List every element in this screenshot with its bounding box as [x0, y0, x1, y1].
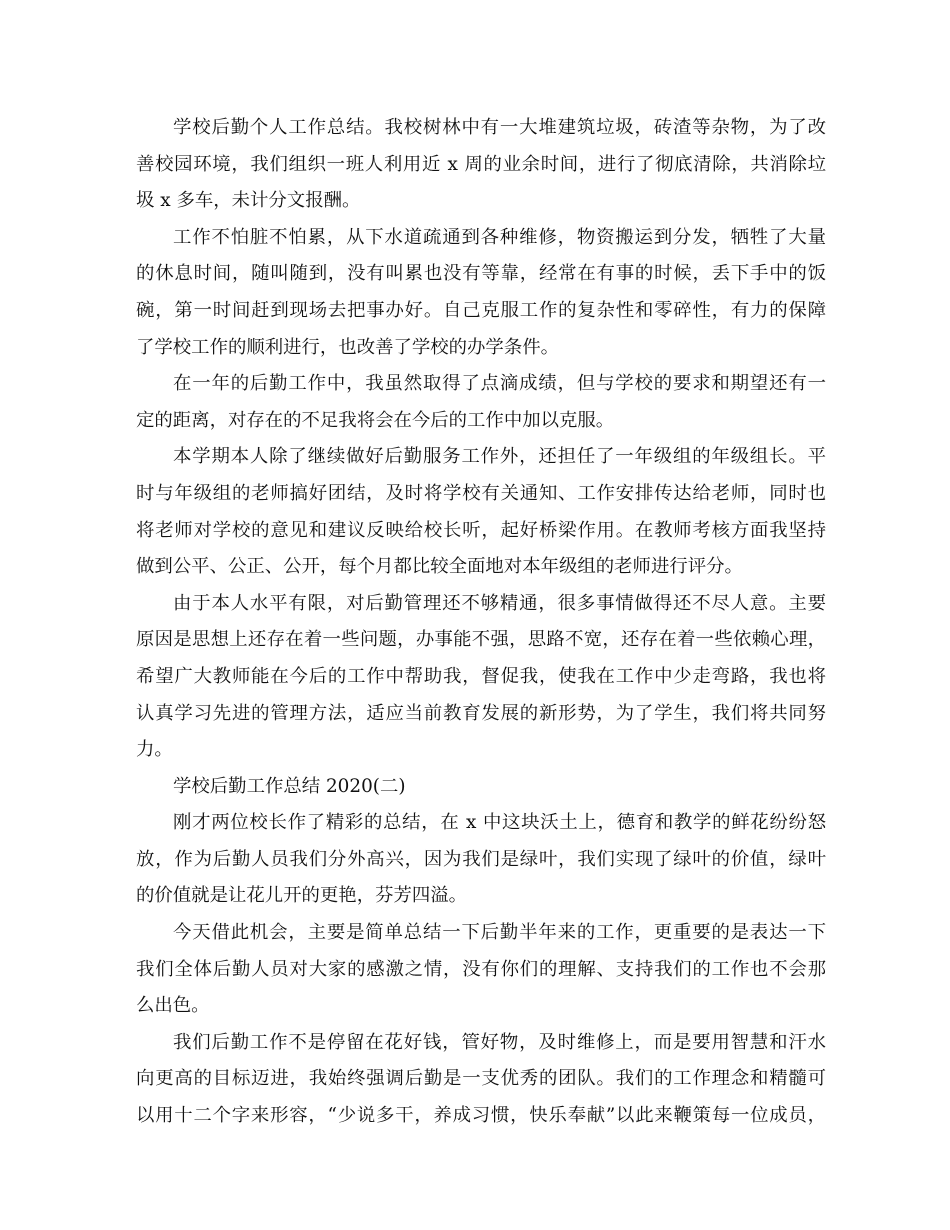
text-line: 的价值就是让花儿开的更艳，芬芳四溢。: [136, 885, 468, 907]
text-line: 时与年级组的老师搞好团结，及时将学校有关通知、工作安排传达给老师，同时也: [136, 482, 826, 504]
text-line: 学校后勤个人工作总结。我校树林中有一大堆建筑垃圾，砖渣等杂物，为了改: [173, 117, 826, 138]
text-line: 工作不怕脏不怕累，从下水道疏通到各种维修，物资搬运到分发，牺牲了大量: [173, 226, 826, 248]
text-line: 本学期本人除了继续做好后勤服务工作外，还担任了一年级组的年级组长。平: [173, 446, 826, 468]
text-line: 我们全体后勤人员对大家的感激之情，没有你们的理解、支持我们的工作也不会那: [136, 958, 826, 980]
text-line: 学校后勤工作总结 2020(二): [173, 775, 406, 797]
text-line: 的休息时间，随叫随到，没有叫累也没有等靠，经常在有事的时候，丢下手中的饭: [136, 263, 826, 285]
text-line: 将老师对学校的意见和建议反映给校长听，起好桥梁作用。在教师考核方面我坚持: [136, 519, 826, 541]
text-line: 圾 x 多车，未计分文报酬。: [136, 190, 361, 212]
text-line: 么出色。: [136, 995, 210, 1017]
text-line: 放，作为后勤人员我们分外高兴，因为我们是绿叶，我们实现了绿叶的价值，绿叶: [136, 848, 826, 870]
text-line: 刚才两位校长作了精彩的总结，在 x 中这块沃土上，德育和教学的鲜花纷纷怒: [173, 812, 826, 834]
text-line: 碗，第一时间赶到现场去把事办好。自己克服工作的复杂性和零碎性，有力的保障: [136, 299, 826, 321]
text-line: 认真学习先进的管理方法，适应当前教育发展的新形势，为了学生，我们将共同努: [136, 702, 826, 724]
text-line: 向更高的目标迈进，我始终强调后勤是一支优秀的团队。我们的工作理念和精髓可: [136, 1068, 826, 1090]
text-line: 今天借此机会，主要是简单总结一下后勤半年来的工作，更重要的是表达一下: [173, 922, 826, 944]
text-line: 由于本人水平有限，对后勤管理还不够精通，很多事情做得还不尽人意。主要: [173, 592, 826, 614]
text-line: 力。: [136, 739, 173, 761]
text-line: 善校园环境，我们组织一班人利用近 x 周的业余时间，进行了彻底清除，共消除垃: [136, 153, 826, 175]
text-line: 在一年的后勤工作中，我虽然取得了点滴成绩，但与学校的要求和期望还有一: [173, 373, 826, 395]
text-line: 我们后勤工作不是停留在花好钱，管好物，及时维修上，而是要用智慧和汗水: [173, 1031, 826, 1053]
text-line: 了学校工作的顺利进行，也改善了学校的办学条件。: [136, 336, 559, 358]
text-line: 原因是思想上还存在着一些问题，办事能不强，思路不宽，还存在着一些依赖心理，: [136, 629, 826, 651]
document-body: [136, 110, 826, 1135]
text-line: 定的距离，对存在的不足我将会在今后的工作中加以克服。: [136, 409, 615, 431]
text-line: 以用十二个字来形容，“少说多干，养成习惯，快乐奉献”以此来鞭策每一位成员，: [136, 1105, 826, 1127]
text-line: 希望广大教师能在今后的工作中帮助我，督促我，使我在工作中少走弯路，我也将: [136, 665, 826, 687]
text-line: 做到公平、公正、公开，每个月都比较全面地对本年级组的老师进行评分。: [136, 556, 743, 578]
